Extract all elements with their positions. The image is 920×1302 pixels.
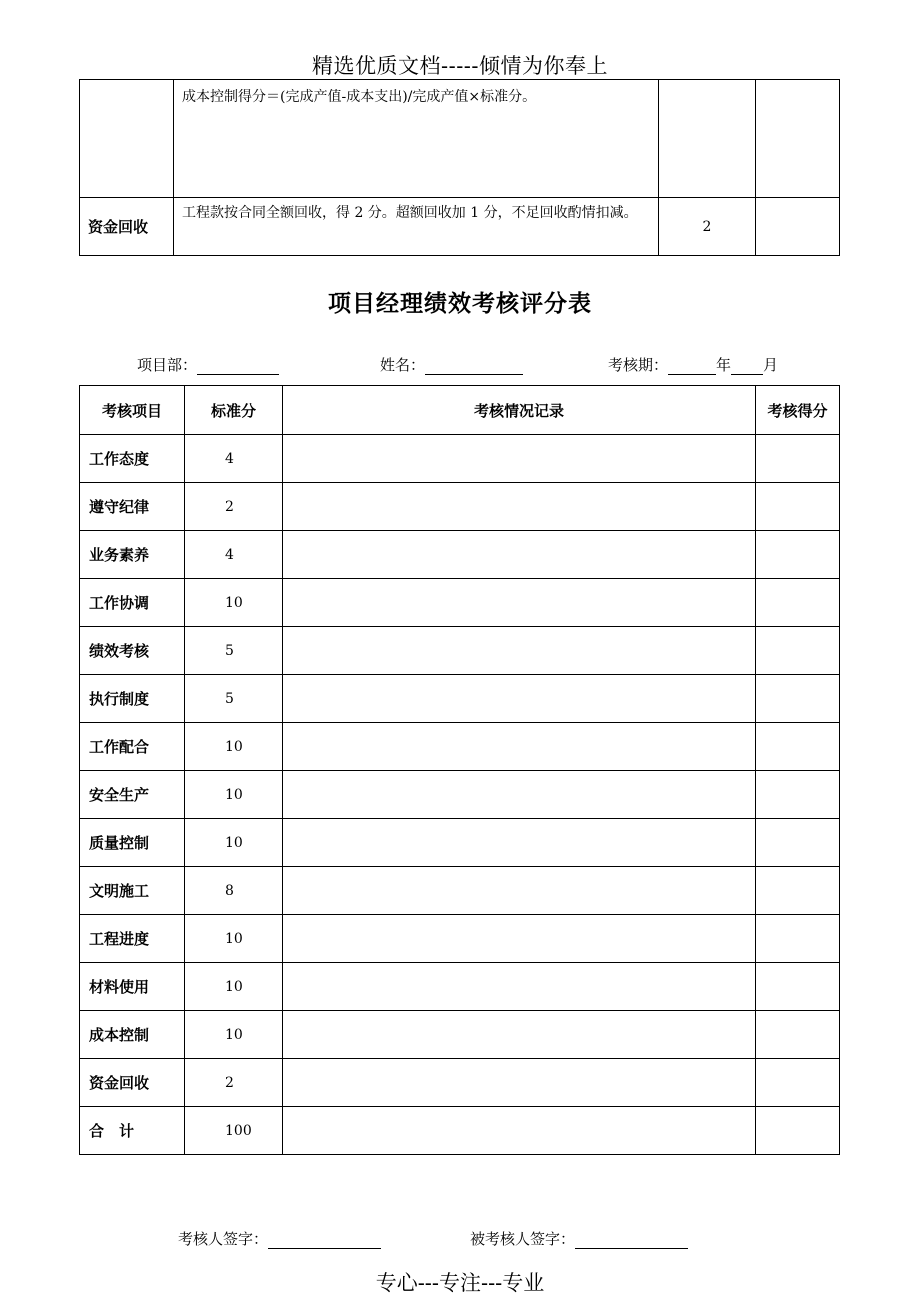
assessor-signature <box>178 1228 381 1249</box>
standard-score: 2 <box>185 483 283 531</box>
criteria-item: 材料使用 <box>80 963 185 1011</box>
criteria-result[interactable] <box>756 80 840 198</box>
table-row <box>80 483 840 531</box>
record-cell[interactable] <box>283 723 756 771</box>
criteria-item: 质量控制 <box>80 819 185 867</box>
record-cell[interactable] <box>283 435 756 483</box>
project-dept-blank[interactable] <box>197 358 279 375</box>
page-footer: 专心---专注---专业 <box>375 1271 545 1295</box>
score-cell[interactable] <box>756 867 840 915</box>
score-cell[interactable] <box>756 435 840 483</box>
standard-score: 10 <box>185 579 283 627</box>
criteria-item: 执行制度 <box>80 675 185 723</box>
standard-score: 10 <box>185 819 283 867</box>
criteria-item: 工作配合 <box>80 723 185 771</box>
project-dept-field <box>137 354 279 375</box>
table-row <box>80 915 840 963</box>
table-row <box>80 819 840 867</box>
score-cell[interactable] <box>756 1107 840 1155</box>
standard-score: 2 <box>185 1059 283 1107</box>
assessee-label: 被考核人签字： <box>470 1230 576 1248</box>
criteria-item: 工程进度 <box>80 915 185 963</box>
standard-score: 10 <box>185 915 283 963</box>
score-cell[interactable] <box>756 771 840 819</box>
score-cell[interactable] <box>756 963 840 1011</box>
record-cell[interactable] <box>283 531 756 579</box>
table-row <box>80 198 840 256</box>
standard-score: 5 <box>185 675 283 723</box>
assessor-signature-blank[interactable] <box>268 1232 381 1249</box>
standard-score: 10 <box>185 963 283 1011</box>
criteria-item: 安全生产 <box>80 771 185 819</box>
score-cell[interactable] <box>756 915 840 963</box>
standard-score: 5 <box>185 627 283 675</box>
name-label: 姓名： <box>380 356 426 374</box>
criteria-item: 绩效考核 <box>80 627 185 675</box>
table-row <box>80 531 840 579</box>
assessee-signature <box>470 1228 688 1249</box>
page-header: 精选优质文档-----倾情为你奉上 <box>312 54 608 78</box>
record-cell[interactable] <box>283 867 756 915</box>
record-cell[interactable] <box>283 1107 756 1155</box>
criteria-description: 工程款按合同全额回收，得 2 分。超额回收加 1 分，不足回收酌情扣减。 <box>174 198 659 256</box>
criteria-result[interactable] <box>756 198 840 256</box>
table-row <box>80 723 840 771</box>
standard-score: 10 <box>185 771 283 819</box>
table-row <box>80 627 840 675</box>
record-cell[interactable] <box>283 627 756 675</box>
col-header-standard: 标准分 <box>185 386 283 435</box>
record-cell[interactable] <box>283 1011 756 1059</box>
standard-score: 10 <box>185 1011 283 1059</box>
score-table <box>79 385 840 1155</box>
name-field <box>380 354 523 375</box>
table-row <box>80 1059 840 1107</box>
criteria-item: 工作协调 <box>80 579 185 627</box>
document-title: 项目经理绩效考核评分表 <box>328 291 592 317</box>
criteria-item <box>80 80 174 198</box>
criteria-item: 合 计 <box>80 1107 185 1155</box>
criteria-item: 成本控制 <box>80 1011 185 1059</box>
criteria-description: 成本控制得分＝(完成产值-成本支出)/完成产值×标准分。 <box>174 80 659 198</box>
col-header-item: 考核项目 <box>80 386 185 435</box>
record-cell[interactable] <box>283 963 756 1011</box>
score-cell[interactable] <box>756 531 840 579</box>
score-cell[interactable] <box>756 627 840 675</box>
record-cell[interactable] <box>283 1059 756 1107</box>
criteria-score <box>659 80 756 198</box>
criteria-score: 2 <box>659 198 756 256</box>
period-label: 考核期： <box>608 356 669 374</box>
table-row <box>80 579 840 627</box>
score-cell[interactable] <box>756 483 840 531</box>
table-row <box>80 1107 840 1155</box>
score-cell[interactable] <box>756 819 840 867</box>
standard-score: 4 <box>185 531 283 579</box>
year-label: 年 <box>716 356 732 374</box>
record-cell[interactable] <box>283 579 756 627</box>
col-header-record: 考核情况记录 <box>283 386 756 435</box>
standard-score: 10 <box>185 723 283 771</box>
continuation-table <box>79 79 840 256</box>
project-dept-label: 项目部： <box>137 356 198 374</box>
table-row <box>80 1011 840 1059</box>
standard-score: 100 <box>185 1107 283 1155</box>
score-cell[interactable] <box>756 579 840 627</box>
criteria-item: 工作态度 <box>80 435 185 483</box>
table-row <box>80 963 840 1011</box>
month-blank[interactable] <box>731 358 763 375</box>
record-cell[interactable] <box>283 675 756 723</box>
criteria-item: 遵守纪律 <box>80 483 185 531</box>
criteria-item: 资金回收 <box>80 198 174 256</box>
score-cell[interactable] <box>756 723 840 771</box>
record-cell[interactable] <box>283 819 756 867</box>
score-cell[interactable] <box>756 1059 840 1107</box>
month-label: 月 <box>763 356 779 374</box>
record-cell[interactable] <box>283 915 756 963</box>
criteria-item: 文明施工 <box>80 867 185 915</box>
year-blank[interactable] <box>668 358 716 375</box>
col-header-score: 考核得分 <box>756 386 840 435</box>
assessee-signature-blank[interactable] <box>575 1232 688 1249</box>
table-row <box>80 435 840 483</box>
record-cell[interactable] <box>283 771 756 819</box>
name-blank[interactable] <box>425 358 523 375</box>
table-row <box>80 771 840 819</box>
standard-score: 4 <box>185 435 283 483</box>
table-row <box>80 80 840 198</box>
score-cell[interactable] <box>756 675 840 723</box>
record-cell[interactable] <box>283 483 756 531</box>
score-cell[interactable] <box>756 1011 840 1059</box>
assessor-label: 考核人签字： <box>178 1230 269 1248</box>
standard-score: 8 <box>185 867 283 915</box>
criteria-item: 资金回收 <box>80 1059 185 1107</box>
period-field <box>608 354 778 375</box>
header-row <box>80 386 840 435</box>
criteria-item: 业务素养 <box>80 531 185 579</box>
table-row <box>80 675 840 723</box>
table-row <box>80 867 840 915</box>
